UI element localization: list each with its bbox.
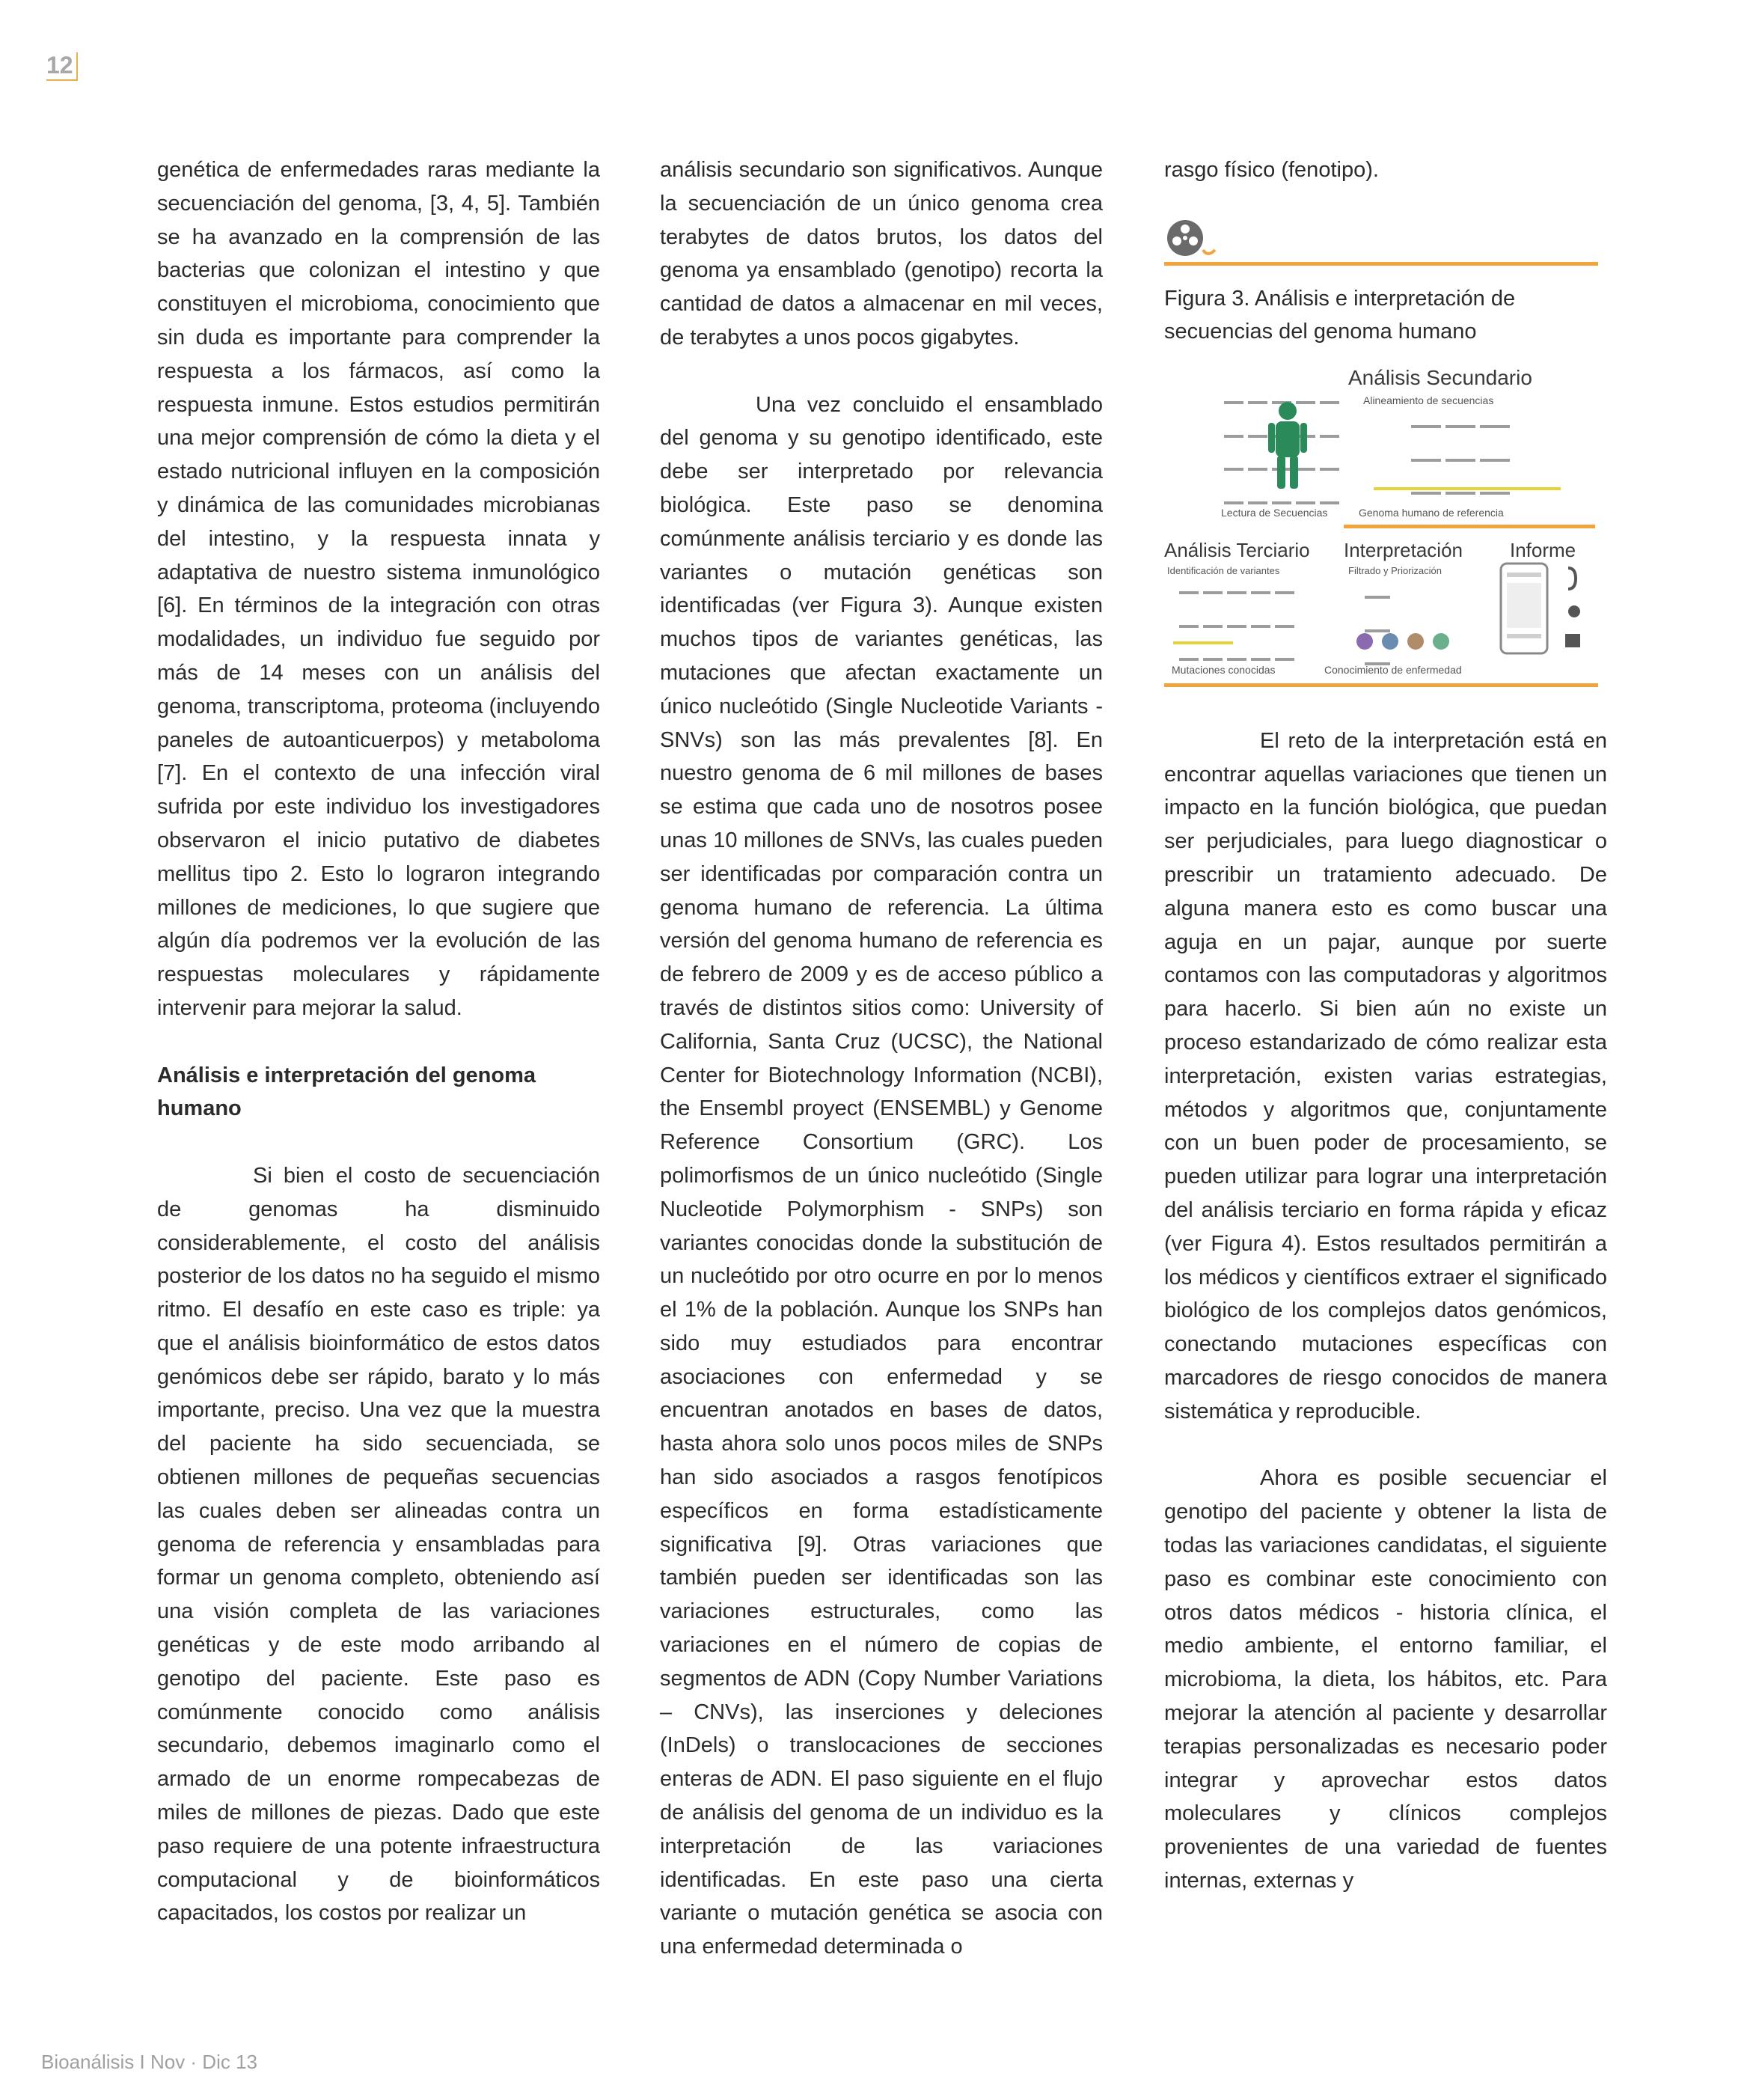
figure-secundario-sub: Alineamiento de secuencias bbox=[1363, 394, 1494, 406]
reference-highlight bbox=[1374, 487, 1561, 490]
paragraph: genética de enfermedades raras mediante la secuenciación del genoma, [3, 4, 5]. También se ha avanzado en la comprensión de las bacterias que colonizan el intestino y que constituyen el microbioma, conocimiento que sin duda es importante para comprender la respuesta a los fármacos, así como la respuesta inmune. Estos estudios permitirán una mejor comprensión de cómo la dieta y el estado nutricional influyen en la composición y dinámica de las comunidades microbianas del intestino, y la respuesta innata y adaptativa de nuestro sistema inmunológico [6]. En términos de la integración con otras modalidades, un individuo fue seguido por más de 14 meses con un análisis del genoma, transcriptoma, proteoma (incluyendo paneles de autoanticuerpos) y metaboloma [7]. En el contexto de una infección viral sufrida por este individuo los investigadores observaron el inicio putativo de diabetes mellitus tipo 2. Esto lo lograron integrando millones de mediciones, lo que sugiere que algún día podremos ver la evolución de las respuestas moleculares y rápidamente intervenir para mejorar la salud. bbox=[157, 158, 600, 1020]
human-figure-icon bbox=[1265, 400, 1310, 490]
disease-knowledge-icons bbox=[1354, 631, 1459, 652]
figure-interpretacion-sub: Filtrado y Priorización bbox=[1348, 564, 1442, 576]
paragraph: análisis secundario son significativos. Aunque la secuenciación de un único genoma crea terabytes de datos brutos, los datos del genoma ya ensamblado (genotipo) recorta la cantidad de datos a almacenar en mil veces, de terabytes a unos pocos gigabytes. bbox=[660, 158, 1103, 350]
footer: Bioanálisis I Nov · Dic 13 bbox=[41, 2051, 257, 2073]
figure-mutaciones-label: Mutaciones conocidas bbox=[1172, 663, 1276, 676]
column-1 bbox=[157, 153, 600, 1930]
figure-terciario-sub: Identificación de variantes bbox=[1167, 564, 1280, 576]
figure-secundario-title: Análisis Secundario bbox=[1348, 365, 1532, 389]
paragraph: El reto de la interpretación está en encontrar aquellas variaciones que tienen un impacto en la función biológica, que puedan ser perjudiciales, para luego diagnosticar o prescribir un tratamiento adecuado. De alguna manera esto es como buscar una aguja en un pajar, aunque por suerte contamos con las computadoras y algoritmos para hacerlo. Si bien aún no existe un proceso estandarizado de cómo realizar esta interpretación, existen varias estrategias, métodos y algoritmos que, conjuntamente con un buen poder de procesamiento, se pueden utilizar para lograr una interpretación del análisis terciario en forma rápida y eficaz (ver Figura 4). Estos resultados permitirán a los médicos y científicos extraer el significado biológico de los complejos datos genómicos, conectando mutaciones específicas con marcadores de riesgo conocidos de manera sistemática y reproducible. bbox=[1164, 728, 1607, 1423]
column-2 bbox=[660, 153, 1103, 1964]
paragraph: Si bien el costo de secuenciación de genomas ha disminuido considerablemente, el costo del análisis posterior de los datos no ha seguido el mismo ritmo. El desafío en este caso es triple: ya que el análisis bioinformático de estos datos genómicos debe ser rápido, barato y lo más importante, preciso. Una vez que la muestra del paciente ha sido secuenciada, se obtienen millones de pequeñas secuencias las cuales deben ser alineadas contra un genoma de referencia y ensambladas para formar un genoma completo, obteniendo así una visión completa de las variaciones genéticas y de este modo arribando al genotipo del paciente. Este paso es comúnmente conocido como análisis secundario, debemos imaginarlo como el armado de un enorme rompecabezas de miles de millones de piezas. Dado que este paso requiere de una potente infraestructura computacional y de bioinformáticos capacitados, los costos por realizar un bbox=[157, 1163, 600, 1926]
page-number: 12 bbox=[46, 52, 78, 81]
paragraph: Ahora es posible secuenciar el genotipo del paciente y obtener la lista de todas las variaciones candidatas, el siguiente paso es combinar este conocimiento con otros datos médicos - historia clínica, el medio ambiente, el entorno familiar, el microbioma, la dieta, los hábitos, etc. Para mejorar la atención al paciente y desarrollar terapias personalizadas es necesario poder integrar y aprovechar estos datos moleculares y clínicos complejos provenientes de una variedad de fuentes internas, externas y bbox=[1164, 1466, 1607, 1893]
figure-genoma-label: Genoma humano de referencia bbox=[1359, 506, 1504, 519]
figure-lectura-label: Lectura de Secuencias bbox=[1221, 506, 1328, 519]
film-reel-icon bbox=[1164, 217, 1220, 262]
known-mutations-bar bbox=[1173, 641, 1233, 644]
figure-3 bbox=[1164, 361, 1598, 683]
report-icon bbox=[1499, 562, 1595, 667]
figure-terciario-title: Análisis Terciario bbox=[1164, 538, 1310, 561]
paragraph: Una vez concluido el ensamblado del genoma y su genotipo identificado, este debe ser interpretado por relevancia biológica. Este paso se denomina comúnmente análisis terciario y es donde las variantes o mutación genéticas son identificadas (ver Figura 3). Aunque existen muchos tipos de variantes genéticas, las mutaciones que afectan exactamente un único nucleótido (Single Nucleotide Variants - SNVs) son las más prevalentes [8]. En nuestro genoma de 6 mil millones de bases se estima que cada uno de nosotros posee unas 10 millones de SNVs, las cuales pueden ser identificadas por comparación contra un genoma humano de referencia. La última versión del genoma humano de referencia es de febrero de 2009 y es de acceso público a través de distintos sitios como: University of California, Santa Cruz (UCSC), the National Center for Biotechnology Information (NCBI), the Ensembl proyect (ENSEMBL) y Genome Reference Consortium (GRC). Los polimorfismos de un único nucleótido (Single Nucleotide Polymorphism - SNPs) son variantes conocidas donde la substitución de un nucleótido por otro ocurre en por lo menos el 1% de la población. Aunque los SNPs han sido muy estudiados para encontrar asociaciones con enfermedad y se encuentran anotados en bases de datos, hasta ahora solo unos pocos miles de SNPs han sido asociados a rasgos fenotípicos específicos en forma estadísticamente significativa [9]. Otras variaciones que también pueden ser identificadas son las variaciones estructurales, como las variaciones en el número de copias de segmentos de ADN (Copy Number Variations – CNVs), las inserciones y deleciones (InDels) o translocaciones de secciones enteras de ADN. El paso siguiente en el flujo de análisis del genoma de un individuo es la interpretación de las variaciones identificadas. En este paso una cierta variante o mutación genética se asocia con una enfermedad determinada o bbox=[660, 392, 1103, 1959]
figure-caption: Figura 3. Análisis e interpretación de secuencias del genoma humano bbox=[1164, 286, 1516, 344]
paragraph: rasgo físico (fenotipo). bbox=[1164, 158, 1379, 182]
section-heading: Análisis e interpretación del genoma humano bbox=[157, 1063, 536, 1121]
figure-conocimiento-label: Conocimiento de enfermedad bbox=[1324, 663, 1462, 676]
figure-mid-rule bbox=[1344, 525, 1595, 528]
column-3 bbox=[1164, 153, 1607, 1898]
figure-top-rule bbox=[1164, 262, 1598, 266]
figure-interpretacion-title: Interpretación bbox=[1344, 538, 1463, 561]
figure-informe-title: Informe bbox=[1510, 538, 1576, 561]
